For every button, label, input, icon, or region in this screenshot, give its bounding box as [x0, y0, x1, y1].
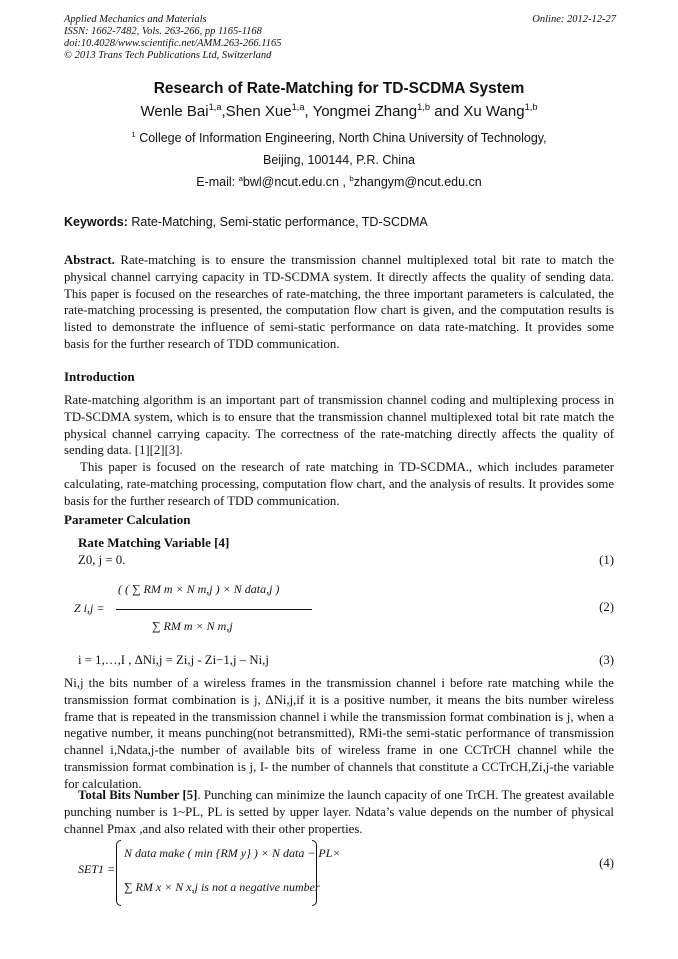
- equation-4: [76, 840, 341, 908]
- email-line: [0, 175, 678, 189]
- eq2-denominator: ∑ RM m × N m,j: [152, 619, 233, 633]
- abstract: [64, 252, 614, 353]
- eq4-lhs: SET1 =: [78, 862, 116, 876]
- author-4: and Xu Wang: [430, 103, 525, 120]
- paper-title: Research of Rate-Matching for TD-SCDMA System: [153, 80, 525, 97]
- email-label: E-mail:: [196, 175, 239, 189]
- affiliation-number: 1: [131, 129, 136, 139]
- keywords-text: Rate-Matching, Semi-static performance, TD-SCDMA: [127, 215, 428, 229]
- affiliation-line-2: Beijing, 100144, P.R. China: [263, 153, 415, 167]
- email-b[interactable]: zhangym@ncut.edu.cn: [353, 175, 482, 189]
- eq4-line-2: ∑ RM x × N x,j is not a negative number: [124, 880, 320, 894]
- total-bits-paragraph: [64, 787, 614, 837]
- introduction-heading: Introduction: [64, 369, 135, 384]
- keywords: [64, 215, 428, 229]
- eq4-left-brace: [116, 840, 121, 906]
- rate-matching-subheading: Rate Matching Variable [4]: [78, 535, 230, 550]
- email-a-sup: a: [238, 173, 243, 183]
- equation-1-number: (1): [599, 553, 614, 567]
- equation-1: Z0, j = 0.: [78, 553, 126, 567]
- parameter-heading: Parameter Calculation: [64, 512, 191, 527]
- introduction-paragraph-1: Rate-matching algorithm is an important part of transmission channel coding and multiplexing process in TD-SCDMA system, which is to ensure that the transmission channel multiplexed total bit rate match the physical channel carrying capacity. The correctness of the rate-matching directly affects the quality of sending data. [1][2][3].: [64, 393, 614, 458]
- doi: doi:10.4028/www.scientific.net/AMM.263-266.1165: [64, 38, 282, 49]
- copyright: © 2013 Trans Tech Publications Ltd, Switzerland: [64, 50, 272, 61]
- affiliation-text: College of Information Engineering, North China University of Technology,: [135, 131, 547, 145]
- equation-2: [72, 576, 312, 646]
- author-1: Wenle Bai: [140, 103, 209, 120]
- journal-name: Applied Mechanics and Materials: [64, 14, 207, 25]
- author-2-affil: 1,a: [291, 102, 305, 112]
- author-3-affil: 1,b: [417, 102, 431, 112]
- eq2-numerator: ( ( ∑ RM m × N m,j ) × N data,j ): [118, 582, 280, 596]
- online-date: Online: 2012-12-27: [532, 14, 616, 25]
- email-a[interactable]: bwl@ncut.edu.cn ,: [242, 175, 350, 189]
- equation-3: i = 1,…,I , ΔNi,j = Zi,j - Zi−1,j – Ni,j: [78, 653, 269, 667]
- keywords-label: Keywords:: [64, 215, 128, 229]
- journal-header: [64, 14, 616, 62]
- author-1-affil: 1,a: [208, 102, 222, 112]
- issn: ISSN: 1662-7482, Vols. 263-266, pp 1165-1168: [64, 26, 262, 37]
- variable-description: Ni,j the bits number of a wireless frames in the transmission channel i before rate matching while the transmission format combination is j, ΔNi,j,if it is a positive number, it means the bits number wireless frame that is repeated in the transmission channel i while the transmission format combination is j, when a negative number, it means punching(not betransmitted), RMi-the semi-static performance of transmission channel i,Ndata,j-the number of available bits of wireless frame in one CCTrCH channel while the transmission format combination is j, I- the number of channels that constitute a CCTrCH,Zi,j-the variable for calculation.: [64, 676, 614, 791]
- author-3: , Yongmei Zhang: [304, 103, 418, 120]
- total-bits-label: Total Bits Number [5]: [78, 788, 198, 802]
- total-bits-text: . Punching can minimize the launch capacity of one TrCH. The greatest available punching number is 1~PL, PL is setted by upper layer. Ndata’s value depends on the number of physical channel Pmax ,and also related with their other properties.: [64, 788, 615, 836]
- eq4-line-1: N data make ( min {RM y} ) × N data − PL×: [124, 846, 341, 860]
- author-2: ,Shen Xue: [221, 103, 292, 120]
- equation-2-number: (2): [599, 600, 614, 614]
- eq2-fraction-bar: [116, 609, 312, 610]
- equation-4-number: (4): [599, 856, 614, 870]
- eq4-right-brace: [312, 840, 317, 906]
- introduction-paragraph-2: This paper is focused on the research of rate matching in TD-SCDMA., which includes parameter calculating, rate-matching processing, computation flow chart, and the analysis of results. It provides some basis for the further research of TDD communication.: [64, 460, 614, 508]
- eq2-lhs: Z i,j =: [74, 601, 105, 615]
- author-list: [0, 103, 678, 120]
- equation-3-number: (3): [599, 653, 614, 667]
- author-4-affil: 1,b: [524, 102, 538, 112]
- abstract-label: Abstract.: [64, 253, 115, 267]
- abstract-text: Rate-matching is to ensure the transmission channel multiplexed total bit rate to match the physical channel carrying capacity in TD-SCDMA system. It directly affects the quality of sending data. This paper is focused on the researches of rate-matching, the three important parameters is calculated, the rate-matching processing is presented, the computation flow chart is given, and the computation results is listed to demonstrate the influence of semi-static performance on data rate-matching. It provides some basis for the further research of TDD communication.: [64, 253, 614, 351]
- email-b-sup: b: [349, 173, 354, 183]
- affiliation-line-1: [0, 131, 678, 145]
